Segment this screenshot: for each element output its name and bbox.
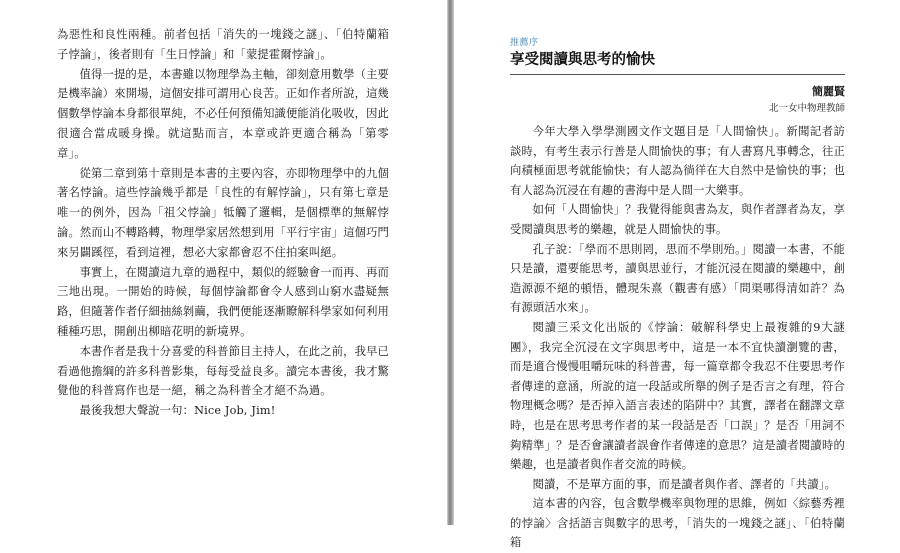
body-paragraph: 閱讀，不是單方面的事，而是讀者與作者、譯者的「共讀」。 — [532, 477, 837, 491]
body-paragraph: 最後我想大聲說一句：Nice Job, Jim! — [79, 404, 276, 418]
author-name: 簡麗賢 — [812, 85, 845, 98]
body-paragraph: 為惡性和良性兩種。前者包括「消失的一塊錢之謎」、「伯特蘭箱子悖論」，後者則有「生日悖論」和「蒙提霍爾悖論」。 — [57, 28, 389, 61]
body-paragraph: 孔子說：「學而不思則罔，思而不學則殆。」閱讀一本書，不能只是讀，還要能思考，讀與思並行，才能沉浸在閱讀的樂趣中，創造源源不絕的頓悟，體現朱熹（觀書有感）「問渠哪得清如許？為有源頭活水來」。 — [510, 242, 845, 315]
body-paragraph: 值得一提的是，本書雖以物理學為主軸，卻刻意用數學（主要是機率論）來開場，這個安排可謂用心良苦。正如作者所說，這幾個數學悖論本身都很單純，不必任何預備知識便能消化吸收，因此很適合當成暖身操。就這點而言，本章或許更適合稱為「第零章」。 — [57, 67, 389, 160]
body-paragraph: 事實上，在閱讀這九章的過程中，類似的經驗會一而再、再而三地出現。一開始的時候，每個悖論都會令人感到山窮水盡疑無路，但隨著作者仔細抽絲剝繭，我們便能逐漸瞭解科學家如何利用種種巧思，開創出柳暗花明的新境界。 — [57, 265, 389, 338]
right-page — [454, 0, 900, 550]
body-paragraph: 閱讀三采文化出版的《悖論：破解科學史上最複雜的9大謎團》，我完全沉浸在文字與思考中，這是一本不宜快讀瀏覽的書，而是適合慢慢咀嚼玩味的科普書，每一篇章都令我忍不住要思考作者傳達的意涵，所說的這一段話或所舉的例子是否言之有理，符合物理概念嗎？是否掉入語言表述的陷阱中？其實，譯者在翻譯文章時，也是在思考思考作者的某一段話是否「口誤」？是否「用詞不夠精準」？是否會讓讀者誤會作者傳達的意思？這是讀者閱讀時的樂趣，也是讀者與作者交流的時候。 — [510, 320, 845, 472]
body-paragraph: 這本書的內容，包含數學機率與物理的思維，例如〈綜藝秀裡的悖論〉含括語言與數字的思考，「消失的一塊錢之謎」、「伯特蘭箱 — [510, 497, 845, 550]
body-paragraph: 如何「人間愉快」？我覺得能與書為友，與作者譯者為友，享受閱讀與思考的樂趣，就是人間愉快的事。 — [510, 203, 845, 236]
body-paragraph: 今年大學入學學測國文作文題目是「人間愉快」。新聞記者訪談時，有考生表示行善是人間愉快的事；有人書寫凡事轉念，往正向積極面思考就能愉快；有人認為徜徉在大自然中是愉快的事；也有人認為沉浸在有趣的書海中是人間一大樂事。 — [510, 125, 845, 197]
section-label: 推薦序 — [510, 38, 539, 48]
preface-title: 享受閱讀與思考的愉快 — [510, 52, 655, 68]
author-affiliation: 北一女中物理教師 — [768, 103, 845, 114]
left-page-body — [57, 25, 389, 421]
page-gutter — [447, 0, 454, 525]
preface-header — [510, 38, 845, 115]
left-page — [0, 0, 447, 525]
right-page-body — [510, 122, 845, 553]
title-rule — [510, 74, 845, 75]
body-paragraph: 本書作者是我十分喜愛的科普節目主持人，在此之前，我早已看過他擔綱的許多科普影集，每每受益良多。讀完本書後，我才驚覺他的科普寫作也是一絕，稱之為科普全才絕不為過。 — [57, 344, 389, 398]
body-paragraph: 從第二章到第十章則是本書的主要內容，亦即物理學中的九個著名悖論。這些悖論幾乎都是「良性的有解悖論」，只有第七章是唯一的例外，因為「祖父悖論」牴觸了邏輯，是個標準的無解悖論。然而山不轉路轉，物理學家居然想到用「平行宇宙」這個巧門來另闢蹊徑，看到這裡，想必大家都會忍不住拍案叫絕。 — [57, 166, 389, 259]
